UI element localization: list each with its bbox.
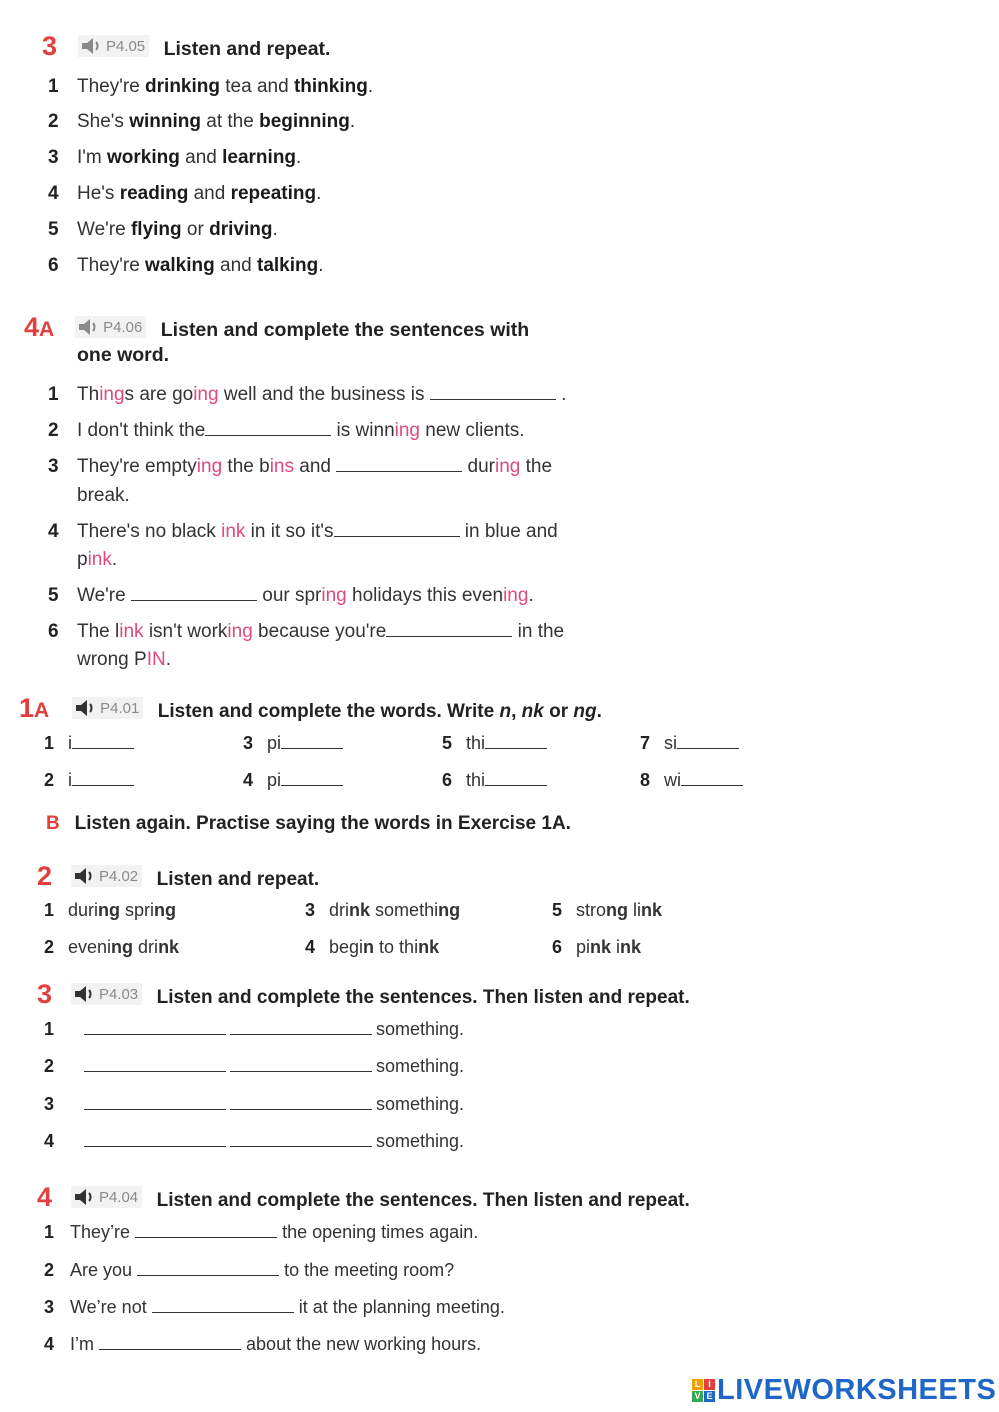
exercise-letter: B (46, 813, 60, 834)
ex4a-item-6: 6 The link isn't working because you're in the (48, 621, 565, 642)
liveworksheets-logo (692, 1374, 996, 1407)
speaker-icon (74, 699, 98, 717)
answer-blank[interactable] (281, 748, 343, 749)
exercise-title: Listen and complete the words. Write n, nk or ng. (157, 701, 602, 722)
audio-button[interactable] (71, 865, 142, 887)
exercise-title: Listen and repeat. (156, 869, 320, 890)
answer-blank[interactable] (152, 1312, 294, 1313)
ex4a-item-1: 1 Things are going well and the business is . (48, 384, 567, 405)
ex1a-word-3: 3 pi (243, 733, 343, 754)
audio-track: P4.02 (98, 867, 139, 885)
ex2-phrase-2: 2 evening drink (44, 937, 180, 957)
speaker-icon (80, 37, 104, 55)
ex2-phrase-5: 5 strong link (552, 900, 663, 920)
exercise-title: Listen and complete the sentences. Then listen and repeat. (156, 987, 690, 1008)
ex3b-item-4: 4 something. (44, 1131, 465, 1151)
exercise-title: Listen and complete the sentences with (160, 319, 530, 341)
audio-track: P4.05 (105, 37, 146, 55)
ex4b-item-3: 3 We’re not it at the planning meeting. (44, 1297, 505, 1317)
answer-blank[interactable] (386, 636, 512, 637)
answer-blank[interactable] (84, 1071, 226, 1072)
audio-track: P4.06 (103, 318, 143, 336)
ex4a-item-5: 5 We're our spring holidays this evening. (48, 585, 534, 606)
ex4a-item-4: 4 There's no black ink in it so it's in blue and (48, 521, 558, 542)
exercise-title: Listen and repeat. (163, 38, 331, 60)
exercise-number: 3 (42, 31, 58, 61)
exercise-number: 3 (37, 979, 53, 1009)
ex4a-item-2: 2 I don't think the is winning new clients. (48, 420, 525, 441)
exercise-4a-header (24, 314, 529, 342)
answer-blank[interactable] (137, 1275, 279, 1276)
answer-blank[interactable] (84, 1034, 226, 1035)
ex1a-word-2: 2 i (44, 770, 134, 791)
ex4a-item-3: 3 They're emptying the bins and during the (48, 456, 553, 477)
ex2-phrase-1: 1 during spring (44, 900, 177, 920)
answer-blank[interactable] (131, 600, 257, 601)
ex3a-item-6: 6 They're walking and talking. (48, 255, 324, 276)
exercise-number: 1A (19, 693, 50, 723)
answer-blank[interactable] (281, 785, 343, 786)
logo-text: LIVEWORKSHEETS (717, 1374, 997, 1406)
speaker-icon (73, 867, 97, 885)
exercise-number: 4A (24, 312, 55, 342)
exercise-4b-header (37, 1184, 690, 1212)
answer-blank[interactable] (230, 1071, 372, 1072)
answer-blank[interactable] (230, 1034, 372, 1035)
audio-button[interactable] (75, 316, 146, 338)
exercise-number: 4 (37, 1182, 53, 1212)
ex4b-item-2: 2 Are you to the meeting room? (44, 1260, 455, 1280)
ex3a-item-3: 3 I'm working and learning. (48, 147, 302, 168)
ex3a-item-2: 2 She's winning at the beginning. (48, 111, 356, 132)
answer-blank[interactable] (84, 1146, 226, 1147)
answer-blank[interactable] (485, 785, 547, 786)
answer-blank[interactable] (230, 1146, 372, 1147)
audio-button[interactable] (78, 35, 149, 57)
ex2-phrase-6: 6 pink ink (552, 937, 642, 957)
exercise-title: Listen again. Practise saying the words in Exercise 1A. (74, 813, 571, 834)
audio-button[interactable] (71, 983, 142, 1005)
answer-blank[interactable] (230, 1109, 372, 1110)
ex1a-word-1: 1 i (44, 733, 134, 754)
ex4b-item-1: 1 They’re the opening times again. (44, 1222, 479, 1242)
ex3b-item-1: 1 something. (44, 1019, 465, 1039)
exercise-2-header (37, 863, 319, 891)
exercise-1a-header (19, 695, 602, 723)
logo-grid-icon: L I V E (692, 1379, 715, 1402)
answer-blank[interactable] (84, 1109, 226, 1110)
speaker-icon (77, 318, 101, 336)
exercise-3b-header (37, 981, 690, 1009)
audio-button[interactable] (72, 697, 143, 719)
ex3b-item-2: 2 something. (44, 1056, 465, 1076)
answer-blank[interactable] (681, 785, 743, 786)
exercise-title: Listen and complete the sentences. Then listen and repeat. (156, 1190, 690, 1211)
answer-blank[interactable] (677, 748, 739, 749)
exercise-number: 2 (37, 861, 53, 891)
answer-blank[interactable] (135, 1237, 277, 1238)
answer-blank[interactable] (99, 1349, 241, 1350)
ex3b-item-3: 3 something. (44, 1094, 465, 1114)
ex4a-item-6-cont: wrong PIN. (77, 649, 171, 670)
exercise-1b (46, 813, 571, 835)
answer-blank[interactable] (205, 435, 331, 436)
speaker-icon (73, 985, 97, 1003)
ex4a-item-3-cont: break. (77, 485, 130, 506)
answer-blank[interactable] (72, 785, 134, 786)
audio-track: P4.04 (98, 1188, 139, 1206)
ex1a-word-8: 8 wi (640, 770, 743, 791)
exercise-title-cont: one word. (77, 344, 170, 366)
ex3a-item-4: 4 He's reading and repeating. (48, 183, 322, 204)
audio-track: P4.01 (100, 699, 140, 717)
answer-blank[interactable] (430, 399, 556, 400)
audio-track: P4.03 (98, 985, 139, 1003)
exercise-3a-header (42, 33, 330, 61)
ex1a-word-7: 7 si (640, 733, 739, 754)
ex4b-item-4: 4 I’m about the new working hours. (44, 1334, 482, 1354)
answer-blank[interactable] (334, 536, 460, 537)
ex1a-word-6: 6 thi (442, 770, 547, 791)
speaker-icon (73, 1188, 97, 1206)
answer-blank[interactable] (336, 471, 462, 472)
ex4a-item-4-cont: pink. (77, 549, 118, 570)
answer-blank[interactable] (72, 748, 134, 749)
ex2-phrase-4: 4 begin to think (305, 937, 440, 957)
ex3a-item-1: 1 They're drinking tea and thinking. (48, 76, 374, 97)
ex3a-item-5: 5 We're flying or driving. (48, 219, 278, 240)
ex1a-word-5: 5 thi (442, 733, 547, 754)
ex2-phrase-3: 3 drink something (305, 900, 461, 920)
answer-blank[interactable] (485, 748, 547, 749)
audio-button[interactable] (71, 1186, 142, 1208)
ex1a-word-4: 4 pi (243, 770, 343, 791)
